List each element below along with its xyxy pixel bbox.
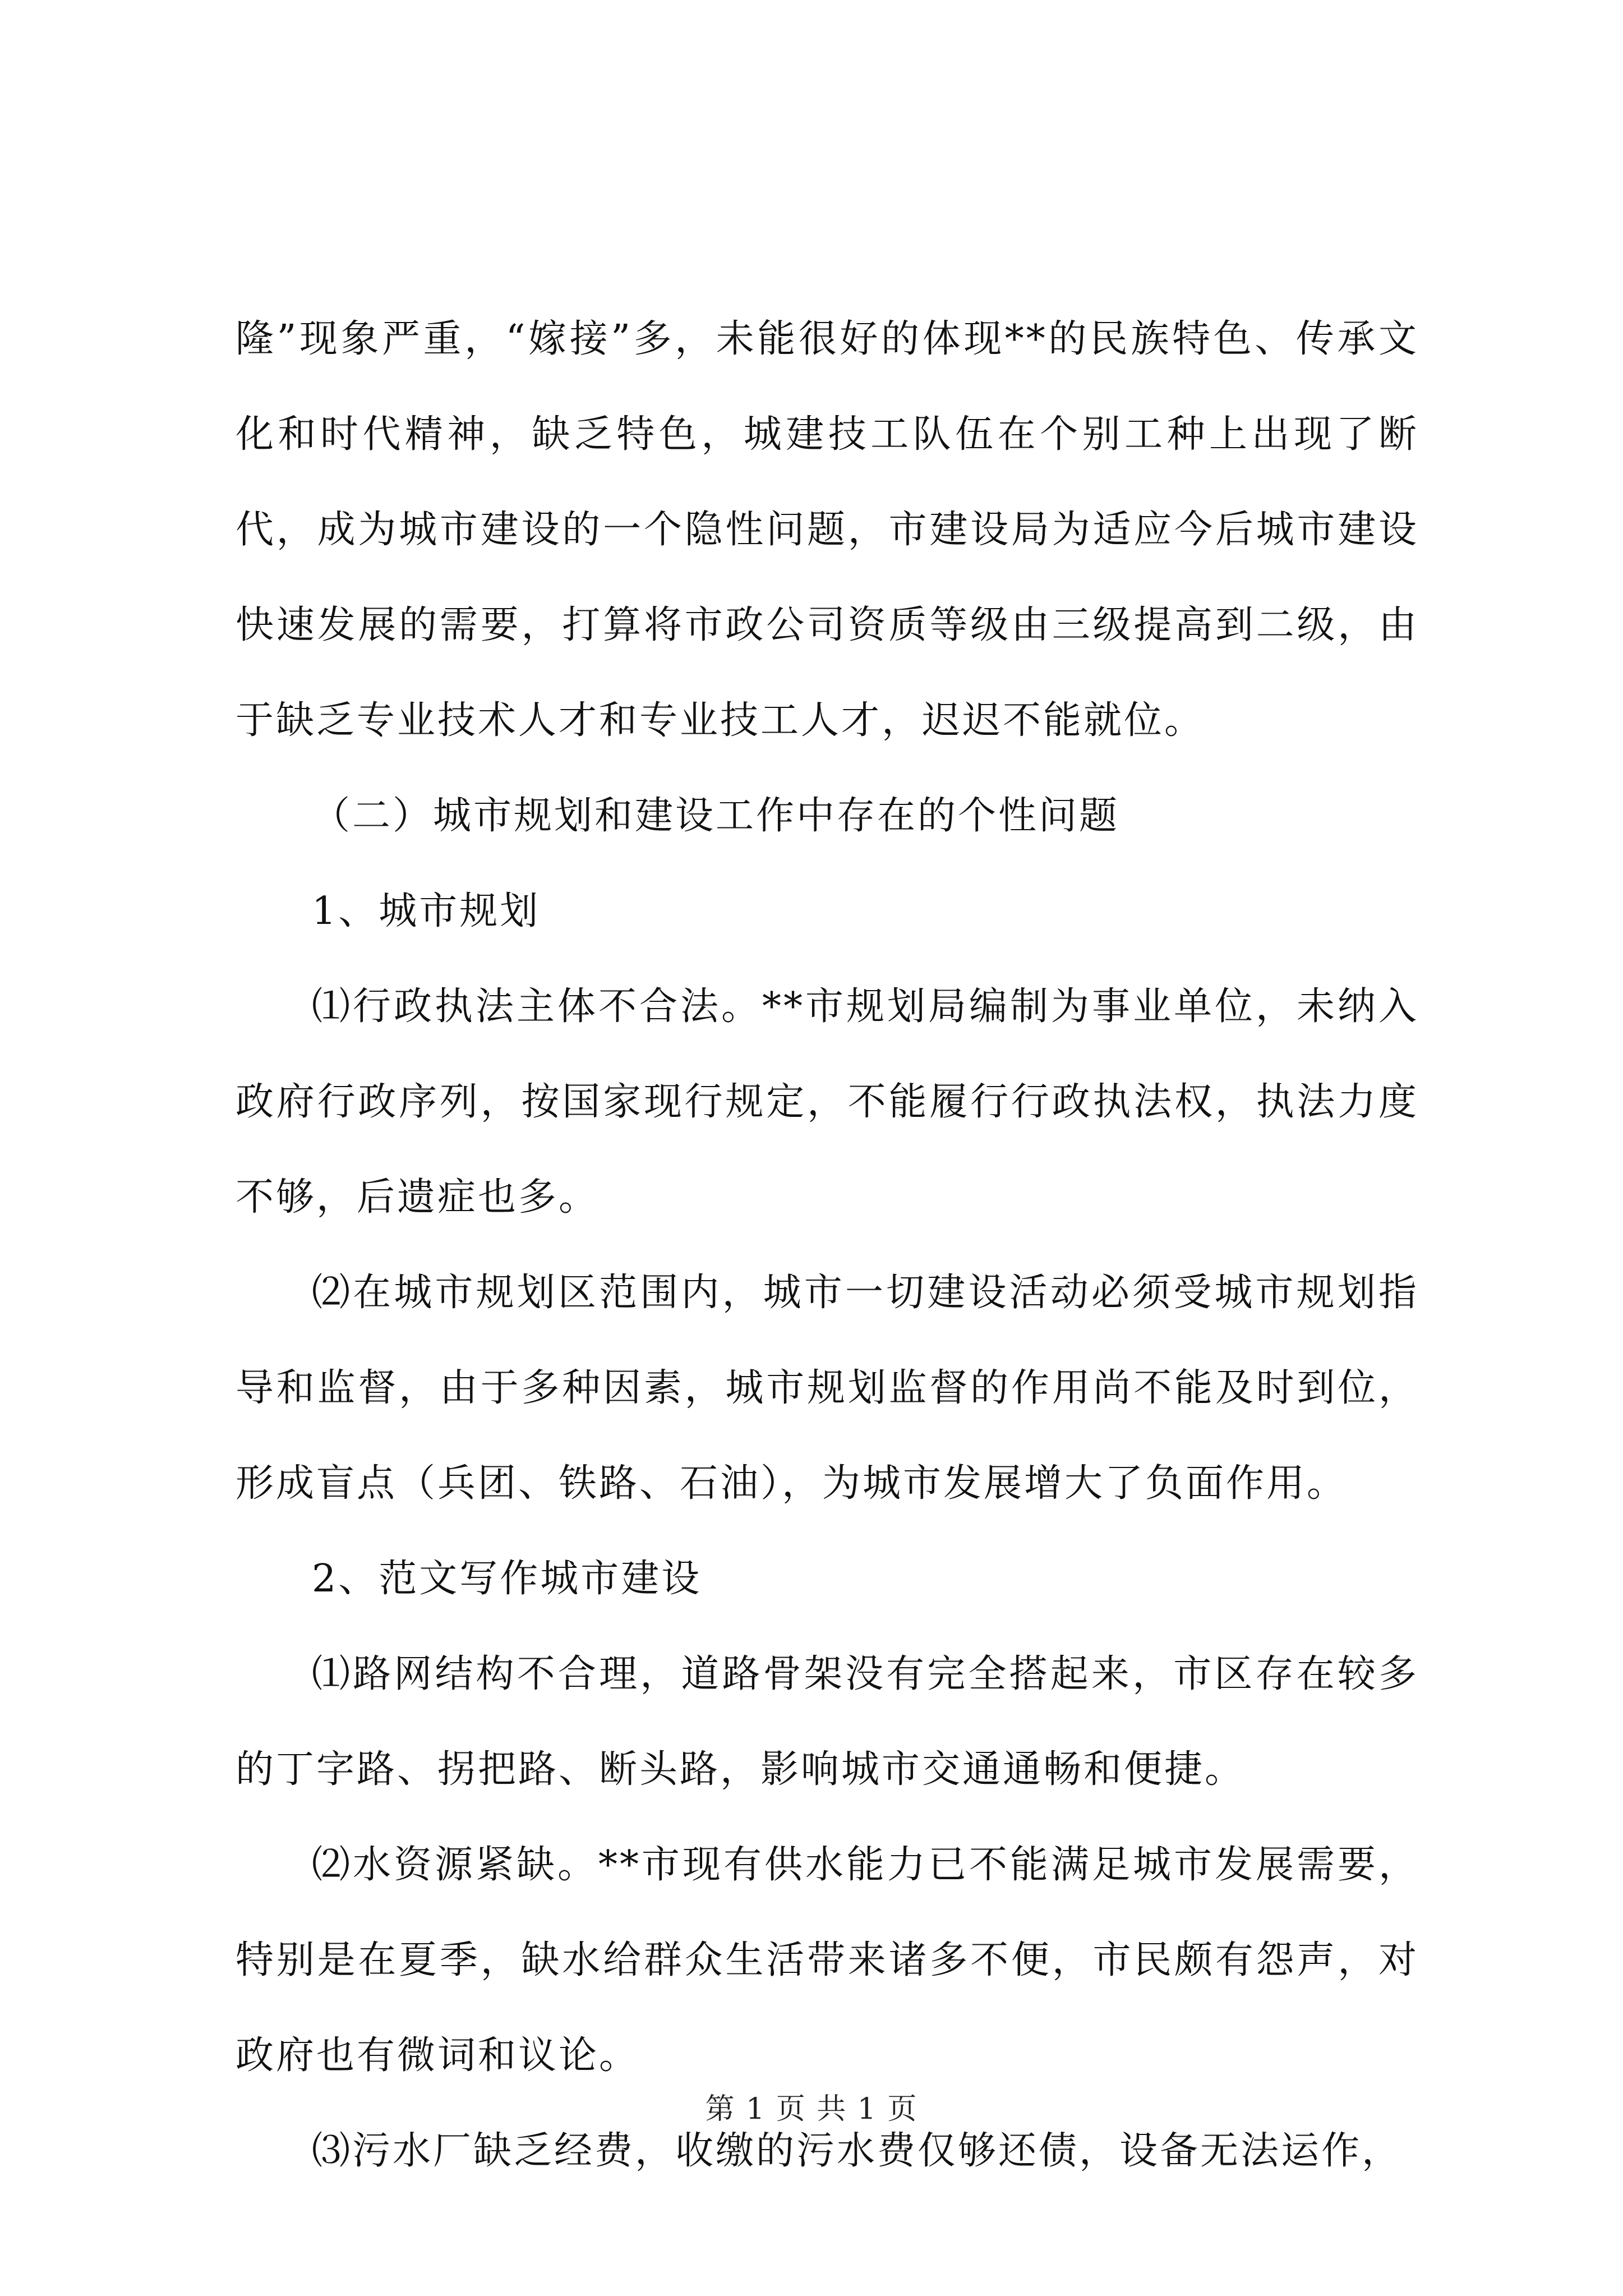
paragraph-continued: 隆”现象严重，“嫁接”多，未能很好的体现**的民族特色、传承文化和时代精神，缺乏特色，城建技工队伍在个别工种上出现了断代，成为城市建设的一个隐性问题，市建设局为适应今后城市建设快速发展的需要，打算将市政公司资质等级由三级提高到二级，由于缺乏专业技术人才和专业技工人才，迟迟不能就位。 [236, 317, 1419, 743]
subsection-heading-urban-construction: 2、范文写作城市建设 [312, 1557, 702, 1601]
paragraph-planning-2: ⑵在城市规划区范围内，城市一切建设活动必须受城市规划指导和监督，由于多种因素，城市规划监督的作用尚不能及时到位，形成盲点（兵团、铁路、石油），为城市发展增大了负面作用。 [236, 1271, 1419, 1506]
paragraph-construction-2: ⑵水资源紧缺。**市现有供水能力已不能满足城市发展需要，特别是在夏季，缺水给群众生活带来诸多不便，市民颇有怨声，对政府也有微词和议论。 [236, 1843, 1419, 2078]
page-footer: 第 1 页 共 1 页 [705, 2092, 918, 2126]
paragraph-construction-3: ⑶污水厂缺乏经费，收缴的污水费仅够还债，设备无法运作， [312, 2129, 1403, 2173]
paragraph-planning-1: ⑴行政执法主体不合法。**市规划局编制为事业单位，未纳入政府行政序列，按国家现行规定，不能履行行政执法权，执法力度不够，后遗症也多。 [236, 984, 1419, 1220]
subsection-heading-urban-planning: 1、城市规划 [312, 889, 541, 933]
section-heading-2: （二）城市规划和建设工作中存在的个性问题 [312, 794, 1120, 838]
paragraph-construction-1: ⑴路网结构不合理，道路骨架没有完全搭起来，市区存在较多的丁字路、拐把路、断头路，影响城市交通通畅和便捷。 [236, 1652, 1419, 1792]
document-body [236, 292, 1419, 2199]
